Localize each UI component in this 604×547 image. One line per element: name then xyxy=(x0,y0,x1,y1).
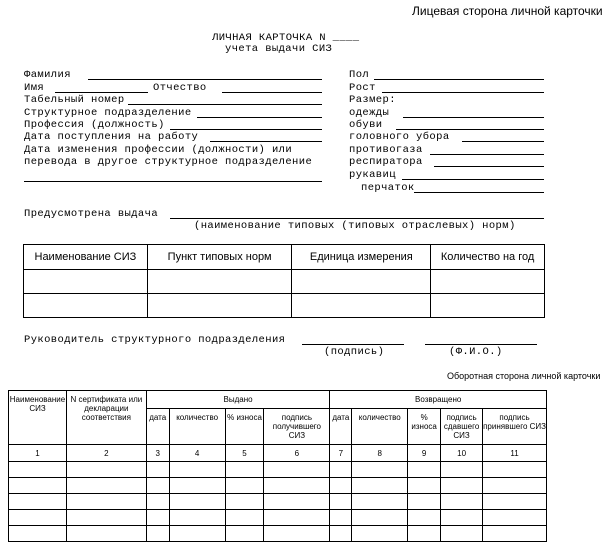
field-name-label: Имя xyxy=(24,82,45,94)
back-number-row xyxy=(9,445,547,462)
back-cell[interactable] xyxy=(352,494,408,510)
norms-cell[interactable] xyxy=(292,294,431,318)
back-table xyxy=(8,390,547,542)
back-cell[interactable] xyxy=(330,478,352,494)
back-cell[interactable] xyxy=(408,494,441,510)
back-col-number: 5 xyxy=(225,445,264,462)
back-cell[interactable] xyxy=(66,478,146,494)
back-row xyxy=(9,462,547,478)
back-cell[interactable] xyxy=(441,462,483,478)
back-cell[interactable] xyxy=(169,462,225,478)
norms-cell[interactable] xyxy=(24,294,148,318)
field-gasmask-line[interactable] xyxy=(430,154,544,155)
back-cell[interactable] xyxy=(330,494,352,510)
back-cell[interactable] xyxy=(169,478,225,494)
field-patronymic-line[interactable] xyxy=(222,92,322,93)
field-change-label-1: Дата изменения профессии (должности) или xyxy=(24,144,293,156)
back-cell[interactable] xyxy=(146,478,169,494)
back-header-issued: Выдано xyxy=(146,391,330,409)
back-sub-returned-qty: количество xyxy=(352,409,408,445)
back-cell[interactable] xyxy=(264,526,330,542)
field-hire-date-line[interactable] xyxy=(210,141,322,142)
back-cell[interactable] xyxy=(169,510,225,526)
back-cell[interactable] xyxy=(408,478,441,494)
back-sub-issued-qty: количество xyxy=(169,409,225,445)
back-cell[interactable] xyxy=(264,478,330,494)
norms-row xyxy=(24,294,545,318)
back-cell[interactable] xyxy=(225,526,264,542)
norms-header-qty: Количество на год xyxy=(431,245,545,270)
back-cell[interactable] xyxy=(483,510,547,526)
field-mittens-label: рукавиц xyxy=(349,169,396,181)
back-cell[interactable] xyxy=(441,494,483,510)
back-col-number: 11 xyxy=(483,445,547,462)
back-sub-returned-date: дата xyxy=(330,409,352,445)
field-change-line[interactable] xyxy=(24,181,322,182)
back-cell[interactable] xyxy=(441,510,483,526)
back-cell[interactable] xyxy=(9,494,67,510)
field-gloves-label: перчаток xyxy=(361,182,415,194)
back-cell[interactable] xyxy=(352,510,408,526)
provision-hint: (наименование типовых (типовых отраслевых) норм) xyxy=(194,220,516,232)
back-header-row-1 xyxy=(9,391,547,409)
back-col-number: 1 xyxy=(9,445,67,462)
norms-table xyxy=(23,244,545,318)
field-respirator-label: респиратора xyxy=(349,156,423,168)
back-col-number: 6 xyxy=(264,445,330,462)
back-cell[interactable] xyxy=(66,494,146,510)
back-col-number: 3 xyxy=(146,445,169,462)
back-cell[interactable] xyxy=(146,462,169,478)
manager-name-line[interactable] xyxy=(425,344,537,345)
field-tab-number-line[interactable] xyxy=(128,104,322,105)
card-title: ЛИЧНАЯ КАРТОЧКА N ____ xyxy=(212,32,360,44)
back-cell[interactable] xyxy=(146,526,169,542)
field-sex-label: Пол xyxy=(349,69,370,81)
norms-header-item: Пункт типовых норм xyxy=(147,245,292,270)
back-cell[interactable] xyxy=(330,510,352,526)
field-department-label: Структурное подразделение xyxy=(24,107,192,119)
field-headwear-label: головного убора xyxy=(349,131,450,143)
back-cell[interactable] xyxy=(330,526,352,542)
back-cell[interactable] xyxy=(264,462,330,478)
back-cell[interactable] xyxy=(441,478,483,494)
field-shoes-label: обуви xyxy=(349,119,383,131)
back-cell[interactable] xyxy=(9,478,67,494)
manager-signature-line[interactable] xyxy=(302,344,404,345)
field-surname-line[interactable] xyxy=(88,79,322,80)
norms-row xyxy=(24,270,545,294)
back-cell[interactable] xyxy=(408,526,441,542)
back-cell[interactable] xyxy=(66,526,146,542)
back-sub-sign-accepted: подпись принявшего СИЗ xyxy=(483,409,547,445)
back-col-number: 4 xyxy=(169,445,225,462)
front-side-label: Лицевая сторона личной карточки xyxy=(412,4,603,18)
back-row xyxy=(9,510,547,526)
manager-label: Руководитель структурного подразделения xyxy=(24,334,286,346)
back-cell[interactable] xyxy=(483,494,547,510)
norms-header-row xyxy=(24,245,545,270)
back-header-returned: Возвращено xyxy=(330,391,547,409)
back-cell[interactable] xyxy=(330,462,352,478)
back-cell[interactable] xyxy=(225,478,264,494)
norms-cell[interactable] xyxy=(292,270,431,294)
back-cell[interactable] xyxy=(146,510,169,526)
back-sub-issued-wear: % износа xyxy=(225,409,264,445)
back-sub-sign-handed: подпись сдавшего СИЗ xyxy=(441,409,483,445)
back-cell[interactable] xyxy=(408,510,441,526)
back-cell[interactable] xyxy=(264,510,330,526)
field-profession-line[interactable] xyxy=(170,129,322,130)
back-header-cert: N сертификата или декларации соответствия xyxy=(66,391,146,445)
back-cell[interactable] xyxy=(225,494,264,510)
norms-cell[interactable] xyxy=(431,270,545,294)
back-header-name: Наименование СИЗ xyxy=(9,391,67,445)
back-col-number: 8 xyxy=(352,445,408,462)
norms-cell[interactable] xyxy=(147,294,292,318)
field-sex-line[interactable] xyxy=(374,79,544,80)
back-cell[interactable] xyxy=(169,526,225,542)
field-gloves-line[interactable] xyxy=(414,192,544,193)
field-mittens-line[interactable] xyxy=(402,179,544,180)
field-hire-date-label: Дата поступления на работу xyxy=(24,131,199,143)
back-cell[interactable] xyxy=(66,510,146,526)
field-change-label-2: перевода в другое структурное подразделение xyxy=(24,156,313,168)
field-height-label: Рост xyxy=(349,82,376,94)
back-side-label: Оборотная сторона личной карточки xyxy=(447,371,601,381)
field-shoes-line[interactable] xyxy=(396,129,544,130)
back-row xyxy=(9,526,547,542)
back-row xyxy=(9,494,547,510)
field-headwear-line[interactable] xyxy=(462,141,544,142)
back-col-number: 9 xyxy=(408,445,441,462)
back-cell[interactable] xyxy=(483,478,547,494)
field-department-line[interactable] xyxy=(197,117,322,118)
field-profession-label: Профессия (должность) xyxy=(24,119,165,131)
back-cell[interactable] xyxy=(66,462,146,478)
field-height-line[interactable] xyxy=(382,92,544,93)
field-gasmask-label: противогаза xyxy=(349,144,423,156)
field-patronymic-label: Отчество xyxy=(153,82,207,94)
back-cell[interactable] xyxy=(146,494,169,510)
back-cell[interactable] xyxy=(352,526,408,542)
provision-line[interactable] xyxy=(170,218,544,219)
back-cell[interactable] xyxy=(441,526,483,542)
back-cell[interactable] xyxy=(9,462,67,478)
field-respirator-line[interactable] xyxy=(434,166,544,167)
provision-label: Предусмотрена выдача xyxy=(24,208,159,220)
back-cell[interactable] xyxy=(264,494,330,510)
field-name-line[interactable] xyxy=(55,92,148,93)
back-cell[interactable] xyxy=(169,494,225,510)
back-cell[interactable] xyxy=(408,462,441,478)
norms-cell[interactable] xyxy=(147,270,292,294)
field-clothes-label: одежды xyxy=(349,107,390,119)
back-cell[interactable] xyxy=(9,510,67,526)
back-cell[interactable] xyxy=(9,526,67,542)
back-cell[interactable] xyxy=(483,462,547,478)
back-row xyxy=(9,478,547,494)
manager-name-hint: (Ф.И.О.) xyxy=(449,346,503,358)
norms-cell[interactable] xyxy=(431,294,545,318)
card-subtitle: учета выдачи СИЗ xyxy=(225,43,333,55)
back-col-number: 7 xyxy=(330,445,352,462)
manager-signature-hint: (подпись) xyxy=(324,346,385,358)
field-tab-number-label: Табельный номер xyxy=(24,94,125,106)
back-col-number: 2 xyxy=(66,445,146,462)
norms-header-unit: Единица измерения xyxy=(292,245,431,270)
back-cell[interactable] xyxy=(352,478,408,494)
back-sub-returned-wear: % износа xyxy=(408,409,441,445)
back-cell[interactable] xyxy=(483,526,547,542)
norms-cell[interactable] xyxy=(24,270,148,294)
back-sub-sign-received: подпись получившего СИЗ xyxy=(264,409,330,445)
field-surname-label: Фамилия xyxy=(24,69,71,81)
back-col-number: 10 xyxy=(441,445,483,462)
back-cell[interactable] xyxy=(225,462,264,478)
field-size-label: Размер: xyxy=(349,94,396,106)
field-clothes-line[interactable] xyxy=(403,117,544,118)
norms-header-name: Наименование СИЗ xyxy=(24,245,148,270)
back-cell[interactable] xyxy=(352,462,408,478)
back-sub-issued-date: дата xyxy=(146,409,169,445)
back-cell[interactable] xyxy=(225,510,264,526)
